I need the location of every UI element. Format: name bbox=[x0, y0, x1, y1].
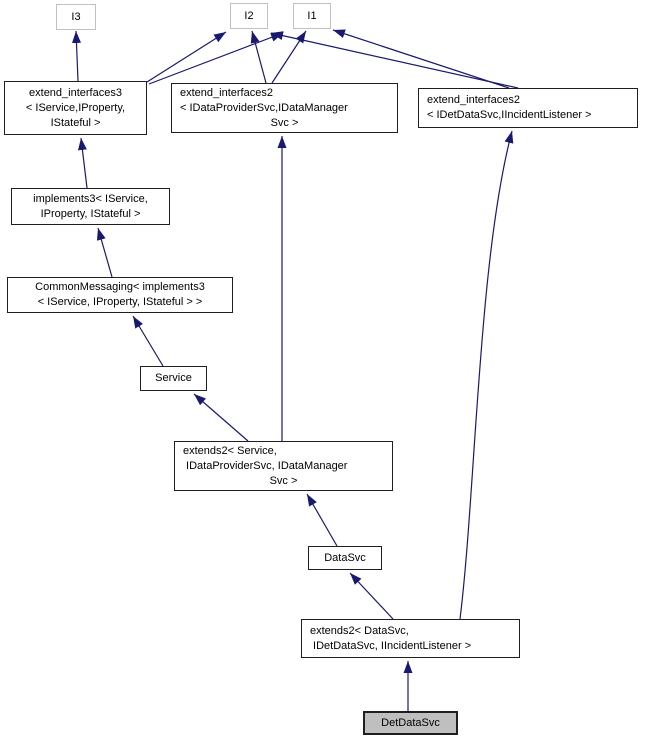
node-i3[interactable] bbox=[56, 4, 96, 30]
node-ext2mid[interactable] bbox=[171, 83, 398, 133]
inheritance-arrow-datasvc-to-ext2svc bbox=[307, 494, 337, 546]
node-label-line: extends2< Service, bbox=[183, 444, 277, 457]
inheritance-arrow-ext2right-to-i1 bbox=[333, 30, 509, 88]
inheritance-arrow-ext2ddsvc-to-datasvc bbox=[350, 573, 393, 619]
inheritance-arrow-ext2mid-to-i1 bbox=[272, 31, 306, 83]
node-ext2right[interactable] bbox=[418, 88, 638, 128]
node-service[interactable] bbox=[140, 366, 207, 391]
node-ext3[interactable] bbox=[4, 81, 147, 135]
node-label-line: implements3< IService, bbox=[33, 192, 148, 205]
node-label-line: < IService,IProperty, bbox=[25, 101, 126, 114]
inheritance-arrow-ext3-to-i1 bbox=[149, 33, 283, 84]
node-label-line: Svc > bbox=[270, 116, 299, 129]
inheritance-arrow-ext2ddsvc-to-ext2right bbox=[460, 131, 512, 619]
node-label-line: Service bbox=[155, 372, 192, 384]
node-label-line: DataSvc bbox=[324, 551, 366, 564]
node-i1[interactable] bbox=[293, 3, 331, 29]
inheritance-arrow-ext3-to-i2 bbox=[147, 32, 226, 82]
node-label-line: DetDataSvc bbox=[381, 716, 440, 729]
node-datasvc[interactable] bbox=[308, 546, 382, 570]
node-impl3[interactable] bbox=[11, 188, 170, 225]
node-label-line: I1 bbox=[307, 9, 317, 22]
inheritance-arrow-ext2mid-to-i2 bbox=[252, 31, 266, 83]
node-detdatasvc[interactable] bbox=[363, 711, 458, 735]
node-label-line: CommonMessaging< implements3 bbox=[35, 281, 205, 293]
node-label-line: extend_interfaces2 bbox=[180, 86, 273, 99]
node-ext2ddsvc[interactable] bbox=[301, 619, 520, 658]
node-label-line: Svc > bbox=[269, 474, 298, 487]
node-label-line: extends2< DataSvc, bbox=[310, 624, 409, 637]
inheritance-arrow-impl3-to-ext3 bbox=[81, 138, 87, 188]
node-label-line: < IDetDataSvc,IIncidentListener > bbox=[427, 109, 592, 121]
node-label-line: I3 bbox=[71, 10, 81, 23]
inheritance-arrow-ext2right-to-i2 bbox=[271, 33, 518, 88]
inheritance-arrow-ext3-to-i3 bbox=[76, 31, 78, 81]
node-i2[interactable] bbox=[230, 3, 268, 29]
inheritance-arrow-cm-to-impl3 bbox=[98, 228, 112, 277]
node-label-line: IStateful > bbox=[50, 116, 101, 129]
node-label-line: extend_interfaces3 bbox=[29, 86, 122, 99]
node-label-line: < IService, IProperty, IStateful > > bbox=[37, 296, 203, 308]
inheritance-arrow-ext2svc-to-service bbox=[194, 394, 248, 441]
node-ext2svc[interactable] bbox=[174, 441, 393, 491]
node-label-line: extend_interfaces2 bbox=[427, 94, 520, 106]
node-label-line: IDataProviderSvc, IDataManager bbox=[183, 459, 348, 472]
node-cm[interactable] bbox=[7, 277, 233, 313]
node-label-line: < IDataProviderSvc,IDataManager bbox=[180, 101, 348, 114]
node-label-line: IDetDataSvc, IIncidentListener > bbox=[310, 639, 472, 652]
node-label-line: IProperty, IStateful > bbox=[40, 207, 141, 220]
node-label-line: I2 bbox=[244, 9, 254, 22]
inheritance-arrow-service-to-cm bbox=[133, 316, 163, 366]
